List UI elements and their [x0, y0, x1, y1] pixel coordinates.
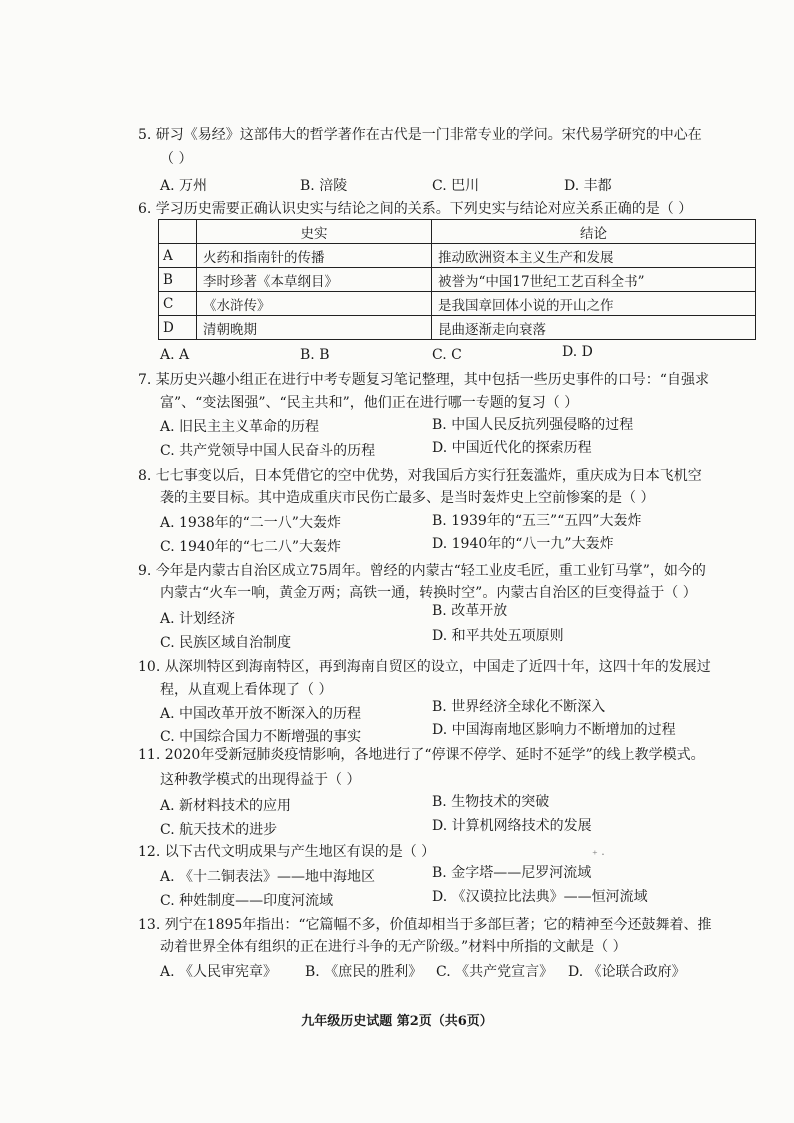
q6-row-conclusion: 被誉为“中国17世纪工艺百科全书” [432, 268, 756, 292]
q6-row-conclusion: 是我国章回体小说的开山之作 [432, 292, 756, 316]
page-footer: 九年级历史试题 第2页（共6页） [301, 1014, 493, 1029]
table-row [159, 244, 756, 268]
q13-option-d: D. 《论联合政府》 [568, 964, 686, 980]
q11-option-a: A. 新材料技术的应用 [160, 798, 292, 814]
q6-row-conclusion: 推动欧洲资本主义生产和发展 [432, 244, 756, 268]
q13-option-b: B. 《庶民的胜利》 [305, 964, 423, 980]
q8-option-b: B. 1939年的“五三”“五四”大轰炸 [432, 513, 642, 529]
q6-row-label: D [159, 316, 197, 340]
q8-stem-line1: 8. 七七事变以后，日本凭借它的空中优势，对我国后方实行狂轰滥炸，重庆成为日本飞机空 [138, 468, 702, 484]
q5-option-a: A. 万州 [160, 178, 208, 194]
q8-stem-line2: 袭的主要目标。其中造成重庆市民伤亡最多、是当时轰炸史上空前惨案的是（ ） [160, 490, 655, 506]
q6-stem: 6. 学习历史需要正确认识史实与结论之间的关系。下列史实与结论对应关系正确的是（ ） [138, 201, 693, 217]
q7-option-a: A. 旧民主主义革命的历程 [160, 419, 320, 435]
q9-option-d: D. 和平共处五项原则 [432, 628, 564, 644]
q6-header-fact: 史实 [197, 220, 432, 244]
q6-option-c: C. C [432, 347, 462, 363]
q8-option-d: D. 1940年的“八一九”大轰炸 [432, 536, 614, 552]
q11-option-b: B. 生物技术的突破 [432, 794, 550, 810]
q11-stem-line2: 这种教学模式的出现得益于（ ） [160, 772, 361, 788]
q12-stem: 12. 以下古代文明成果与产生地区有误的是（ ） [138, 844, 436, 860]
q10-option-a: A. 中国改革开放不断深入的历程 [160, 706, 362, 722]
table-row [159, 292, 756, 316]
q6-table-header-row [159, 220, 756, 244]
q12-option-b: B. 金字塔——尼罗河流域 [432, 865, 592, 881]
q10-stem-line2: 程，从直观上看体现了（ ） [160, 682, 333, 698]
q11-option-c: C. 航天技术的进步 [160, 822, 278, 838]
q11-option-d: D. 计算机网络技术的发展 [432, 818, 592, 834]
q6-header-conclusion: 结论 [432, 220, 756, 244]
q9-option-c: C. 民族区域自治制度 [160, 635, 292, 651]
q12-option-c: C. 种姓制度——印度河流域 [160, 893, 334, 909]
q6-header-blank [159, 220, 197, 244]
q9-stem-line2: 内蒙古“火车一响，黄金万两；高铁一通，转换时空”。内蒙古自治区的巨变得益于（ ） [160, 585, 697, 601]
q7-stem-line2: 富”、“变法图强”、“民主共和”，他们正在进行哪一专题的复习（ ） [160, 395, 579, 411]
q6-row-label: B [159, 268, 197, 292]
q6-option-b: B. B [300, 347, 330, 363]
q6-row-fact: 火药和指南针的传播 [197, 244, 432, 268]
stray-pen-mark: ⁺ · [592, 848, 605, 861]
q5-stem-line2: （ ） [160, 151, 193, 167]
q10-option-c: C. 中国综合国力不断增强的事实 [160, 729, 362, 745]
q6-row-fact: 清朝晚期 [197, 316, 432, 340]
q12-option-a: A. 《十二铜表法》——地中海地区 [160, 869, 376, 885]
q5-option-b: B. 涪陵 [300, 178, 348, 194]
q10-option-d: D. 中国海南地区影响力不断增加的过程 [432, 722, 676, 738]
q10-option-b: B. 世界经济全球化不断深入 [432, 699, 606, 715]
q13-option-a: A. 《人民审宪章》 [160, 964, 278, 980]
q13-option-c: C. 《共产党宣言》 [436, 964, 554, 980]
q8-option-c: C. 1940年的“七二八”大轰炸 [160, 539, 342, 555]
q7-option-d: D. 中国近代化的探索历程 [432, 440, 592, 456]
table-row [159, 268, 756, 292]
q6-fact-table [158, 219, 756, 340]
q6-row-conclusion: 昆曲逐渐走向衰落 [432, 316, 756, 340]
q9-option-a: A. 计划经济 [160, 611, 236, 627]
q6-row-fact: 《水浒传》 [197, 292, 432, 316]
q5-stem-line1: 5. 研习《易经》这部伟大的哲学著作在古代是一门非常专业的学问。宋代易学研究的中心在 [138, 127, 702, 143]
q6-row-fact: 李时珍著《本草纲目》 [197, 268, 432, 292]
q11-stem-line1: 11. 2020年受新冠肺炎疫情影响，各地进行了“停课不停学、延时不延学”的线上教学模式。 [138, 747, 705, 763]
q5-option-c: C. 巴川 [432, 178, 480, 194]
q6-option-a: A. A [160, 347, 190, 363]
q7-option-b: B. 中国人民反抗列强侵略的过程 [432, 417, 634, 433]
q6-option-d: D. D [562, 344, 593, 360]
q5-option-d: D. 丰都 [564, 178, 612, 194]
q12-option-d: D. 《汉谟拉比法典》——恒河流域 [432, 889, 648, 905]
q6-row-label: C [159, 292, 197, 316]
q9-option-b: B. 改革开放 [432, 603, 508, 619]
q7-stem-line1: 7. 某历史兴趣小组正在进行中考专题复习笔记整理，其中包括一些历史事件的口号：“自强求 [138, 372, 709, 388]
q13-stem-line2: 动着世界全体有组织的正在进行斗争的无产阶级。”材料中所指的文献是（ ） [160, 939, 627, 955]
q7-option-c: C. 共产党领导中国人民奋斗的历程 [160, 443, 376, 459]
q6-row-label: A [159, 244, 197, 268]
table-row [159, 316, 756, 340]
q13-stem-line1: 13. 列宁在1895年指出：“它篇幅不多，价值却相当于多部巨著；它的精神至今还鼓舞着、推 [138, 917, 712, 933]
q10-stem-line1: 10. 从深圳特区到海南特区，再到海南自贸区的设立，中国走了近四十年，这四十年的发展过 [138, 659, 711, 675]
q9-stem-line1: 9. 今年是内蒙古自治区成立75周年。曾经的内蒙古“轻工业皮毛匠，重工业钉马掌”，如今的 [138, 563, 706, 579]
q8-option-a: A. 1938年的“二一八”大轰炸 [160, 515, 341, 531]
